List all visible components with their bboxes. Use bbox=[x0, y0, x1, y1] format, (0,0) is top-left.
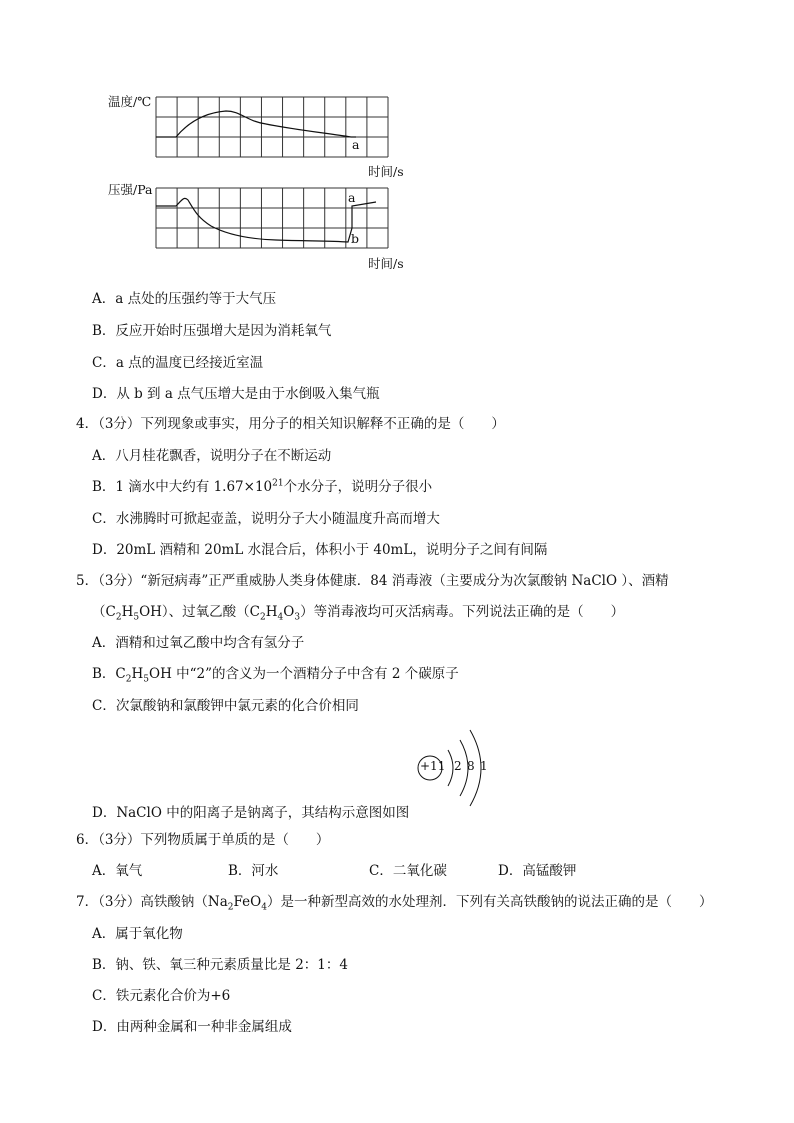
pressure-ylabel: 压强/Pa bbox=[108, 182, 153, 197]
q4-option-b: B．1 滴水中大约有 $1.67\times 10^{21}$个水分子，说明分子很小 bbox=[92, 478, 433, 495]
shell-electrons-3: 1 bbox=[480, 759, 488, 773]
q3-option-a: A．a 点处的压强约等于大气压 bbox=[92, 291, 277, 307]
q6-option-d: D．高锰酸钾 bbox=[498, 863, 577, 879]
q7-option-d: D．由两种金属和一种非金属组成 bbox=[92, 1019, 292, 1035]
q5-stem-line2: $(C_2H_5OH)$、过氧乙酸$(C_2H_4O_3)$等消毒液均可灭活病毒。下列说法正确的是（ ） bbox=[92, 604, 625, 623]
temperature-curve bbox=[156, 111, 356, 137]
nucleus-charge: +11 bbox=[420, 759, 446, 773]
temperature-point-a: a bbox=[352, 137, 360, 152]
q4-option-a: A．八月桂花飘香，说明分子在不断运动 bbox=[92, 448, 332, 464]
pressure-xlabel: 时间/s bbox=[368, 256, 404, 271]
q6-option-a: A．氧气 bbox=[92, 863, 143, 879]
q5-stem-line1: 5．（3分）“新冠病毒”正严重威胁人类身体健康．84 消毒液（主要成分为次氯酸钠 NaClO ）、酒精 bbox=[76, 573, 669, 589]
q4-stem: 4．（3分）下列现象或事实，用分子的相关知识解释不正确的是（ ） bbox=[76, 416, 505, 432]
temperature-ylabel: 温度/℃ bbox=[108, 94, 152, 109]
q6-option-b: B．河水 bbox=[228, 863, 279, 879]
q7-stem: 7．（3分）高铁酸钠$(Na_2FeO_4)$是一种新型高效的水处理剂．下列有关高铁酸钠的说法正确的是（ ） bbox=[76, 894, 713, 913]
q7-option-b: B．钠、铁、氧三种元素质量比是 2：1：4 bbox=[92, 957, 348, 973]
shell-electrons-1: 2 bbox=[454, 759, 462, 773]
q4-option-d: D．20mL 酒精和 20mL 水混合后，体积小于 40mL，说明分子之间有间隔 bbox=[92, 542, 548, 558]
q7-option-a: A．属于氧化物 bbox=[92, 926, 183, 942]
temperature-xlabel: 时间/s bbox=[368, 164, 404, 179]
q7-option-c: C．铁元素化合价为+6 bbox=[92, 988, 231, 1004]
pressure-point-b: b bbox=[351, 231, 360, 246]
shell-arc-1 bbox=[448, 750, 453, 786]
q5-option-a: A．酒精和过氧乙酸中均含有氢分子 bbox=[92, 635, 305, 651]
q5-option-d: D．NaClO 中的阳离子是钠离子，其结构示意图如图 bbox=[92, 805, 410, 821]
shell-electrons-2: 8 bbox=[467, 759, 475, 773]
q5-option-c: C．次氯酸钠和氯酸钾中氯元素的化合价相同 bbox=[92, 698, 359, 714]
q6-option-c: C．二氧化碳 bbox=[369, 863, 447, 879]
q3-option-d: D．从 b 到 a 点气压增大是由于水倒吸入集气瓶 bbox=[92, 386, 380, 402]
q3-option-c: C．a 点的温度已经接近室温 bbox=[92, 355, 264, 371]
q5-option-b: B．$C_2H_5OH$ 中“2”的含义为一个酒精分子中含有 2 个碳原子 bbox=[92, 666, 459, 685]
q3-option-b: B．反应开始时压强增大是因为消耗氧气 bbox=[92, 323, 332, 339]
pressure-curve bbox=[156, 198, 376, 242]
pressure-point-a: a bbox=[348, 190, 356, 205]
q4-option-c: C．水沸腾时可掀起壶盖，说明分子大小随温度升高而增大 bbox=[92, 511, 440, 527]
q6-stem: 6．（3分）下列物质属于单质的是（ ） bbox=[76, 832, 330, 848]
